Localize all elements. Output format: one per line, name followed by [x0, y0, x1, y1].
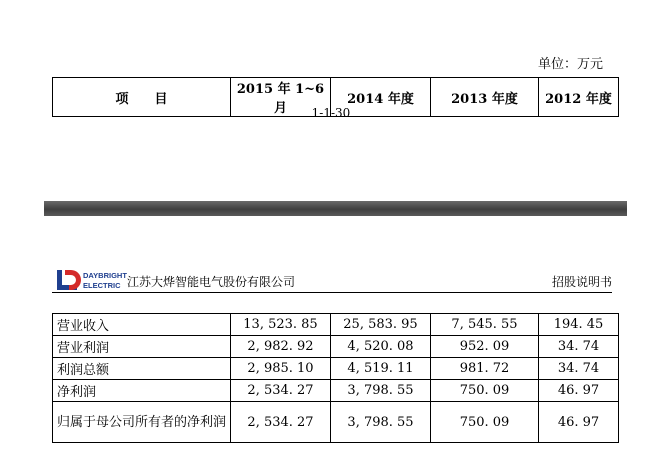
document-type: 招股说明书: [551, 275, 612, 289]
column-header-2015h1: 2015 年 1~6 月: [231, 78, 331, 117]
cell-2012: 194. 45: [539, 314, 619, 336]
cell-2015h1: 13, 523. 85: [231, 314, 331, 336]
row-label: 营业收入: [53, 314, 231, 336]
cell-2013: 952. 09: [431, 336, 539, 358]
cell-2012: 34. 74: [539, 336, 619, 358]
cell-2015h1: 2, 534. 27: [231, 380, 331, 402]
logo-text-top: DAYBRIGHT: [83, 271, 127, 280]
cell-2015h1: 2, 534. 27: [231, 402, 331, 443]
company-logo: [57, 269, 129, 291]
cell-2014: 3, 798. 55: [331, 380, 431, 402]
cell-2013: 750. 09: [431, 402, 539, 443]
cell-2014: 25, 583. 95: [331, 314, 431, 336]
table-row: [53, 358, 619, 380]
cell-2014: 4, 520. 08: [331, 336, 431, 358]
row-label: 营业利润: [53, 336, 231, 358]
cell-2013: 750. 09: [431, 380, 539, 402]
page-separator: [44, 201, 627, 216]
row-label: 净利润: [53, 380, 231, 402]
row-label: 归属于母公司所有者的净利润: [53, 402, 231, 443]
column-header-2013: 2013 年度: [431, 78, 539, 117]
unit-label: 单位：万元: [537, 57, 603, 72]
company-name: 江苏大烨智能电气股份有限公司: [127, 275, 296, 289]
cell-2014: 3, 798. 55: [331, 402, 431, 443]
table-row: [53, 402, 619, 443]
header-divider: [52, 292, 612, 293]
cell-2012: 34. 74: [539, 358, 619, 380]
table-row: [53, 380, 619, 402]
column-header-2014: 2014 年度: [331, 78, 431, 117]
cell-2013: 7, 545. 55: [431, 314, 539, 336]
column-header-2012: 2012 年度: [539, 78, 619, 117]
cell-2015h1: 2, 982. 92: [231, 336, 331, 358]
cell-2015h1: 2, 985. 10: [231, 358, 331, 380]
financial-data-table: [52, 313, 619, 443]
logo-text-bottom: ELECTRIC: [83, 281, 121, 290]
cell-2013: 981. 72: [431, 358, 539, 380]
row-label: 利润总额: [53, 358, 231, 380]
cell-2012: 46. 97: [539, 380, 619, 402]
page-number: 1-1-30: [311, 106, 351, 120]
column-header-item: 项 目: [53, 78, 231, 117]
table-row: [53, 336, 619, 358]
cell-2012: 46. 97: [539, 402, 619, 443]
table-row: [53, 314, 619, 336]
cell-2014: 4, 519. 11: [331, 358, 431, 380]
